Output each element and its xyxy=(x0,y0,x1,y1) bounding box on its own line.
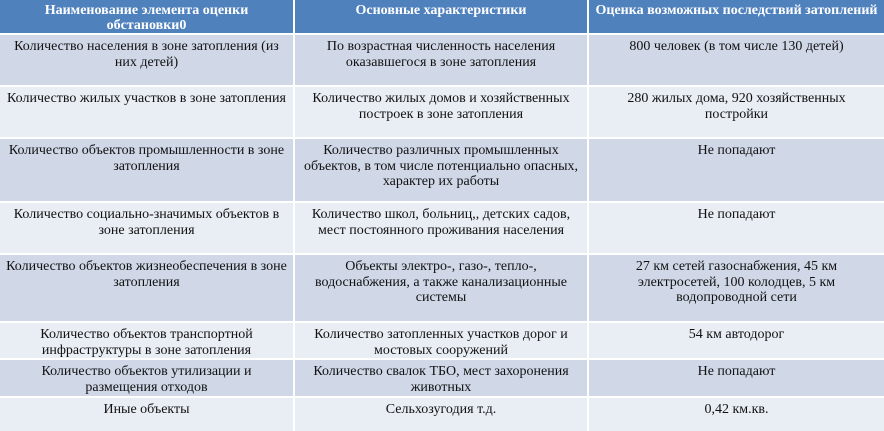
header-consequences-assessment: Оценка возможных последствий затоплений xyxy=(588,0,884,34)
cell-element: Количество населения в зоне затопления (из них детей) xyxy=(0,34,294,86)
cell-characteristics: Количество жилых домов и хозяйственных построек в зоне затопления xyxy=(294,86,588,138)
cell-assessment: 800 человек (в том числе 130 детей) xyxy=(588,34,884,86)
cell-assessment: 280 жилых дома, 920 хозяйственных постройки xyxy=(588,86,884,138)
cell-assessment: 0,42 км.кв. xyxy=(588,397,884,431)
table-row xyxy=(0,322,884,359)
table-row xyxy=(0,86,884,138)
cell-assessment: 54 км автодорог xyxy=(588,322,884,359)
cell-characteristics: Количество затопленных участков дорог и мостовых сооружений xyxy=(294,322,588,359)
table-row xyxy=(0,397,884,431)
cell-element: Иные объекты xyxy=(0,397,294,431)
cell-assessment: Не попадают xyxy=(588,359,884,397)
header-main-characteristics: Основные характеристики xyxy=(294,0,588,34)
table-row xyxy=(0,138,884,202)
cell-element: Количество социально-значимых объектов в зоне затопления xyxy=(0,202,294,254)
table-row xyxy=(0,34,884,86)
cell-assessment: Не попадают xyxy=(588,202,884,254)
cell-characteristics: Количество свалок ТБО, мест захоронения животных xyxy=(294,359,588,397)
cell-element: Количество объектов транспортной инфраструктуры в зоне затопления xyxy=(0,322,294,359)
cell-assessment: Не попадают xyxy=(588,138,884,202)
table-row xyxy=(0,359,884,397)
cell-element: Количество объектов утилизации и размещения отходов xyxy=(0,359,294,397)
table-row xyxy=(0,202,884,254)
cell-characteristics: Количество различных промышленных объектов, в том числе потенциально опасных, характер их работы xyxy=(294,138,588,202)
header-element-name: Наименование элемента оценки обстановки0 xyxy=(0,0,294,34)
cell-assessment: 27 км сетей газоснабжения, 45 км электросетей, 100 колодцев, 5 км водопроводной сети xyxy=(588,254,884,322)
table-row xyxy=(0,254,884,322)
cell-characteristics: Количество школ, больниц,, детских садов, мест постоянного проживания населения xyxy=(294,202,588,254)
cell-element: Количество объектов промышленности в зоне затопления xyxy=(0,138,294,202)
cell-characteristics: Сельхозугодия т.д. xyxy=(294,397,588,431)
cell-characteristics: Объекты электро-, газо-, тепло-, водоснабжения, а также канализационные системы xyxy=(294,254,588,322)
table-header-row xyxy=(0,0,884,34)
cell-characteristics: По возрастная численность населения оказавшегося в зоне затопления xyxy=(294,34,588,86)
cell-element: Количество объектов жизнеобеспечения в зоне затопления xyxy=(0,254,294,322)
cell-element: Количество жилых участков в зоне затопления xyxy=(0,86,294,138)
